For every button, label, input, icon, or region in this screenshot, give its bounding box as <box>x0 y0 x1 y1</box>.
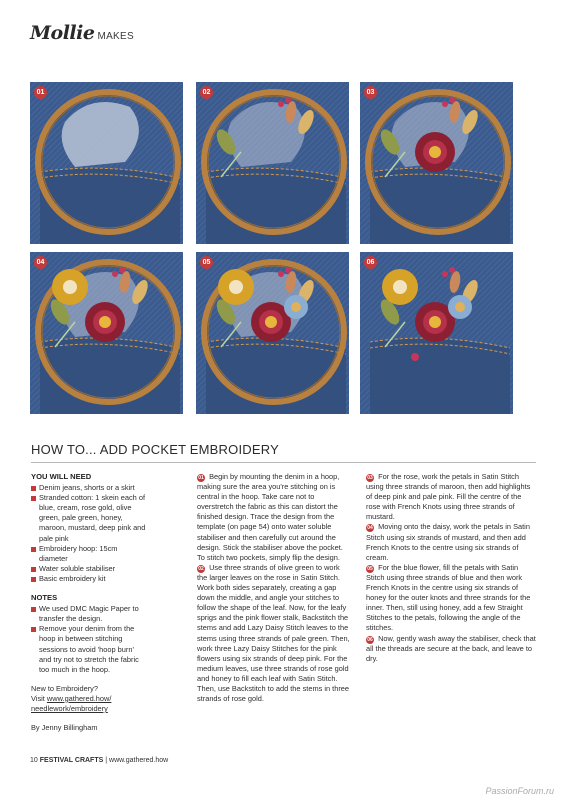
list-item: Embroidery hoop: 15cm diameter <box>31 544 146 564</box>
notes-heading: NOTES <box>31 593 58 603</box>
step-number-badge: 03 <box>367 475 373 481</box>
step-number-badge: 06 <box>367 636 373 643</box>
title-rule <box>31 462 536 463</box>
magazine-header <box>30 22 134 44</box>
steps-column-1 <box>197 472 352 704</box>
list-item: Stranded cotton: 1 skein each of blue, cream, rose gold, olive green, pale green, honey, maroon, mustard, deep pink and pale pink <box>31 493 146 543</box>
step-number-badge: 01 <box>198 475 204 481</box>
step-photo <box>196 82 349 244</box>
step-photo <box>360 252 513 414</box>
watermark: PassionForum.ru <box>485 786 554 796</box>
step-badge: 03 <box>364 86 377 99</box>
visit-line: Visit www.gathered.how/ <box>31 693 112 703</box>
step-number-badge: 02 <box>198 565 204 572</box>
step-paragraph: 05 For the blue flower, fill the petals with Satin Stitch using three strands of blue and then work French Knots in the centre using six strands of honey for the outer knots and three strands for the inner. Then, still using honey, add a few Straight Stitches to the petals, following the angle of the stitches. <box>366 562 531 633</box>
embroidery-link-cont[interactable]: needlework/embroidery <box>31 703 108 713</box>
step-number-badge: 04 <box>367 525 373 532</box>
list-item: We used DMC Magic Paper to transfer the design. <box>31 604 146 624</box>
step-badge: 06 <box>364 256 377 269</box>
step-badge: 04 <box>34 256 47 269</box>
list-item: Remove your denim from the hoop in between stitching sessions to avoid 'hoop burn' and try not to stretch the fabric too much in the hoop. <box>31 624 146 674</box>
step-photo <box>30 82 183 244</box>
website: www.gathered.how <box>109 757 169 764</box>
step-badge: 02 <box>200 86 213 99</box>
page-number: 10 <box>30 757 38 764</box>
steps-column-2 <box>366 472 536 664</box>
step-paragraph: 03 For the rose, work the petals in Satin Stitch using three strands of maroon, then add highlights of deep pink and pale pink. Fill the centre of the rose with French Knots using three strands of mustard. <box>366 472 531 522</box>
embroidery-link[interactable]: www.gathered.how/ <box>46 693 112 703</box>
page-footer: 10 FESTIVAL CRAFTS | www.gathered.how <box>30 757 169 764</box>
step-paragraph: 06 Now, gently wash away the stabiliser, check that all the threads are secure at the back, and leave to dry. <box>366 633 536 663</box>
byline: By Jenny Billingham <box>31 723 98 733</box>
step-photo <box>360 82 513 244</box>
step-number-badge: 05 <box>367 565 373 572</box>
step-badge: 01 <box>34 86 47 99</box>
list-item: Water soluble stabiliser <box>31 564 146 574</box>
brand-sub: MAKES <box>97 31 134 42</box>
step-photo <box>30 252 183 414</box>
you-will-need-heading: YOU WILL NEED <box>31 472 92 481</box>
step-photo <box>196 252 349 414</box>
step-paragraph: 01 Begin by mounting the denim in a hoop, making sure the area you're stitching on is central in the hoop. Take care not to overstretch the fabric as this can distort the finished design. Trace the design from the template (on page 54) onto water soluble stabiliser and then carefully cut around the design. Stick the stabiliser above the pocket. To stitch two pockets, simply flip the design. <box>197 472 343 562</box>
list-item: Denim jeans, shorts or a skirt <box>31 483 146 493</box>
article-title: HOW TO... ADD POCKET EMBROIDERY <box>31 442 279 457</box>
materials-column <box>31 472 146 733</box>
step-paragraph: 02 Use three strands of olive green to work the larger leaves on the rose in Satin Stitch. Work both sides separately, creating a gap down the middle, and angle your stitches to follow the shape of the leaf. Now, for the leafy sprigs and the pink flower stalk, Backstitch the stems and add Lazy Daisy Stitch leaves to the stems using three strands of pale green. Then, work three Lazy Daisy Stitches for the pink flowers using six strands of deep pink. For the medium leaves, use three strands of rose gold and honey to fill each leaf with Satin Stitch. Then, use Backstitch to add the stems in three strands of rose gold. <box>197 562 350 704</box>
brand-logo: Mollie <box>30 22 95 44</box>
step-badge: 05 <box>200 256 213 269</box>
new-to-embroidery-text: New to Embroidery? <box>31 683 98 693</box>
step-paragraph: 04 Moving onto the daisy, work the petals in Satin Stitch using six strands of mustard, and then add French Knots to the centre using six strands of cream. <box>366 522 530 562</box>
list-item: Basic embroidery kit <box>31 574 146 584</box>
magazine-name: FESTIVAL CRAFTS <box>39 757 104 764</box>
